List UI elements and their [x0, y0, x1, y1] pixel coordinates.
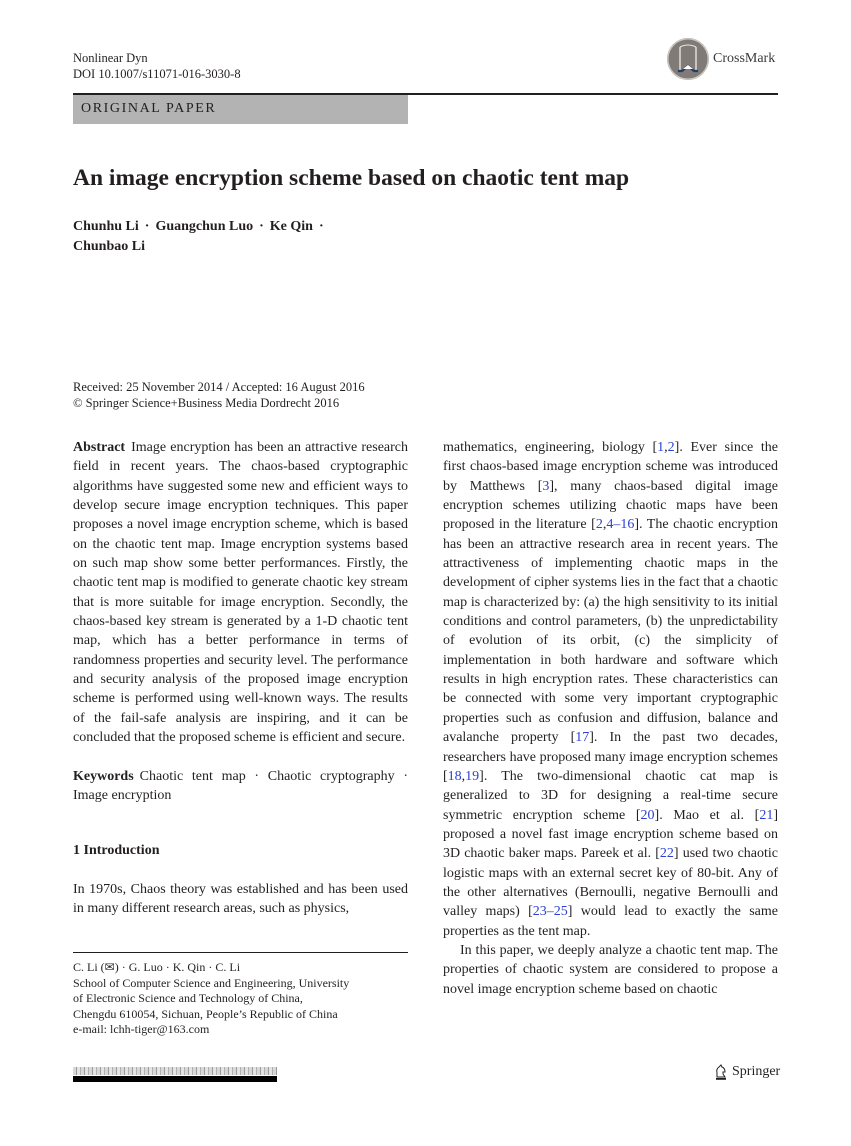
author-separator: ·	[144, 219, 150, 234]
body-text: ]. Ever since the first chaos-based image encryption scheme was introduced by Matthews [	[443, 440, 778, 494]
author-list	[73, 217, 330, 256]
body-text: ]. In the past two decades, researchers have proposed many image encryption schemes [	[443, 730, 778, 784]
article-type: ORIGINAL PAPER	[81, 101, 217, 116]
citation-link[interactable]: 3	[542, 478, 550, 494]
publication-dates	[73, 379, 365, 411]
citation-link[interactable]: 23–25	[532, 904, 568, 920]
left-column	[73, 438, 408, 918]
citation-link[interactable]: 2	[595, 517, 603, 533]
body-text: [	[652, 440, 658, 455]
body-text: ,	[602, 517, 607, 533]
publisher-name: Springer	[732, 1064, 781, 1079]
citation-link[interactable]: 4–16	[606, 517, 635, 533]
article-type-banner	[73, 95, 408, 124]
section-heading: 1 Introduction	[73, 843, 160, 859]
citation-link[interactable]: 20	[640, 807, 655, 823]
citation-link[interactable]: 17	[575, 730, 590, 746]
keywords-label: Keywords	[73, 768, 134, 784]
paper-title: An image encryption scheme based on chaotic tent map	[73, 165, 630, 191]
affiliation-footnote	[73, 952, 408, 1038]
crossmark-icon	[667, 38, 709, 80]
body-text: ] proposed a novel fast image encryption scheme based on 3D chaotic baker maps. Pareek et al. [	[443, 807, 778, 862]
abstract-label: Abstract	[73, 440, 126, 455]
crossmark-badge[interactable]	[667, 38, 787, 82]
citation-link[interactable]: 21	[759, 807, 774, 823]
author-email[interactable]: e-mail: lchh-tiger@163.com	[73, 1022, 210, 1036]
springer-logo	[714, 1064, 780, 1080]
intro-paragraph-2: In this paper, we deeply analyze a chaotic tent map. The properties of chaotic system are considered to propose a novel image encryption scheme based on chaotic	[443, 942, 778, 997]
springer-horse-icon	[714, 1064, 728, 1080]
author-separator: ·	[259, 219, 264, 234]
affiliation-line: Chengdu 610054, Sichuan, People’s Republic of China	[73, 1006, 338, 1021]
body-text: ,	[461, 768, 466, 784]
affiliation-line: School of Computer Science and Engineering, University	[73, 975, 350, 990]
citation-link[interactable]: 19	[465, 768, 480, 784]
affiliation-authors: C. Li (✉) · G. Luo · K. Qin · C. Li	[73, 960, 241, 974]
doi[interactable]: DOI 10.1007/s11071-016-3030-8	[73, 67, 241, 81]
author-separator: ·	[318, 219, 324, 234]
author[interactable]: Chunbao Li	[73, 238, 145, 254]
journal-header	[73, 50, 241, 82]
author[interactable]: Ke Qin	[269, 219, 313, 234]
citation-link[interactable]: 18	[447, 768, 462, 784]
body-text: ]. Mao et al. [	[654, 807, 760, 823]
intro-paragraph-left: In 1970s, Chaos theory was established and has been used in many different research areas, such as physics,	[73, 881, 408, 916]
body-text: ] would lead to exactly the same properties as the tent map.	[443, 904, 778, 939]
body-text: ], many chaos-based digital image encryption schemes utilizing chaotic maps have been proposed in the literature [	[443, 478, 778, 533]
citation-link[interactable]: 1	[657, 440, 665, 455]
received-accepted: Received: 25 November 2014 / Accepted: 16 August 2016	[73, 380, 365, 394]
journal-name: Nonlinear Dyn	[73, 51, 148, 65]
copyright: © Springer Science+Business Media Dordrecht 2016	[73, 396, 340, 410]
abstract	[73, 438, 408, 748]
citation-link[interactable]: 2	[667, 440, 675, 455]
body-text: ]. The two-dimensional chaotic cat map is generalized to 3D for designing a real-time secure symmetric encryption scheme [	[443, 768, 778, 823]
keywords	[73, 767, 408, 806]
footnote-rule	[73, 952, 408, 953]
author[interactable]: Guangchun Luo	[155, 219, 254, 234]
body-text: mathematics, engineering, biology	[443, 440, 653, 455]
intro-paragraph-right	[443, 438, 778, 941]
crossmark-label: CrossMark	[713, 51, 776, 66]
author[interactable]: Chunhu Li	[73, 219, 139, 234]
citation-link[interactable]: 22	[659, 846, 674, 862]
body-text: ,	[664, 440, 668, 455]
keywords-text: Chaotic tent map · Chaotic cryptography · Image encryption	[73, 768, 408, 803]
affiliation-line: of Electronic Science and Technology of China,	[73, 991, 303, 1005]
right-column	[443, 438, 778, 999]
footer-barcode	[73, 1067, 277, 1082]
body-text: ] used two chaotic logistic maps with an external secret key of 80-bit. Any of the other alternatives (Bernoulli, negative Bernoulli and valley maps) [	[443, 846, 778, 920]
abstract-text: Image encryption has been an attractive research field in recent years. The chaos-based cryptographic algorithms have suggested some new and efficient ways to develop secure image encryption techniques. This paper proposes a novel image encryption scheme, which is based on the chaotic tent map. Image encryption systems based on such map show some better performances. Firstly, the chaotic tent map is modified to generate chaotic key stream that is more suitable for image encryption. Secondly, the chaos-based key stream is generated by a 1-D chaotic tent map, which has a better performance in terms of randomness properties and security level. The performance and security analysis of the proposed image encryption scheme is performed using well-known ways. The results of the fail-safe analysis are inspiring, and it can be concluded that the proposed scheme is efficient and secure.	[73, 440, 408, 746]
body-text: ]. The chaotic encryption has been an attractive research area in recent years. The attractiveness of implementing chaotic maps in the development of cipher systems lies in the fact that a chaotic map is characterized by: (a) the high sensitivity to its initial conditions and control parameters, (b) the unpredictability of evolution of its orbit, (c) the simplicity of implementation in both hardware and software which results in high encryption rates. These characteristics can be connected with some very important cryptographic properties such as confusion and diffusion, balance and avalanche property [	[443, 517, 778, 746]
